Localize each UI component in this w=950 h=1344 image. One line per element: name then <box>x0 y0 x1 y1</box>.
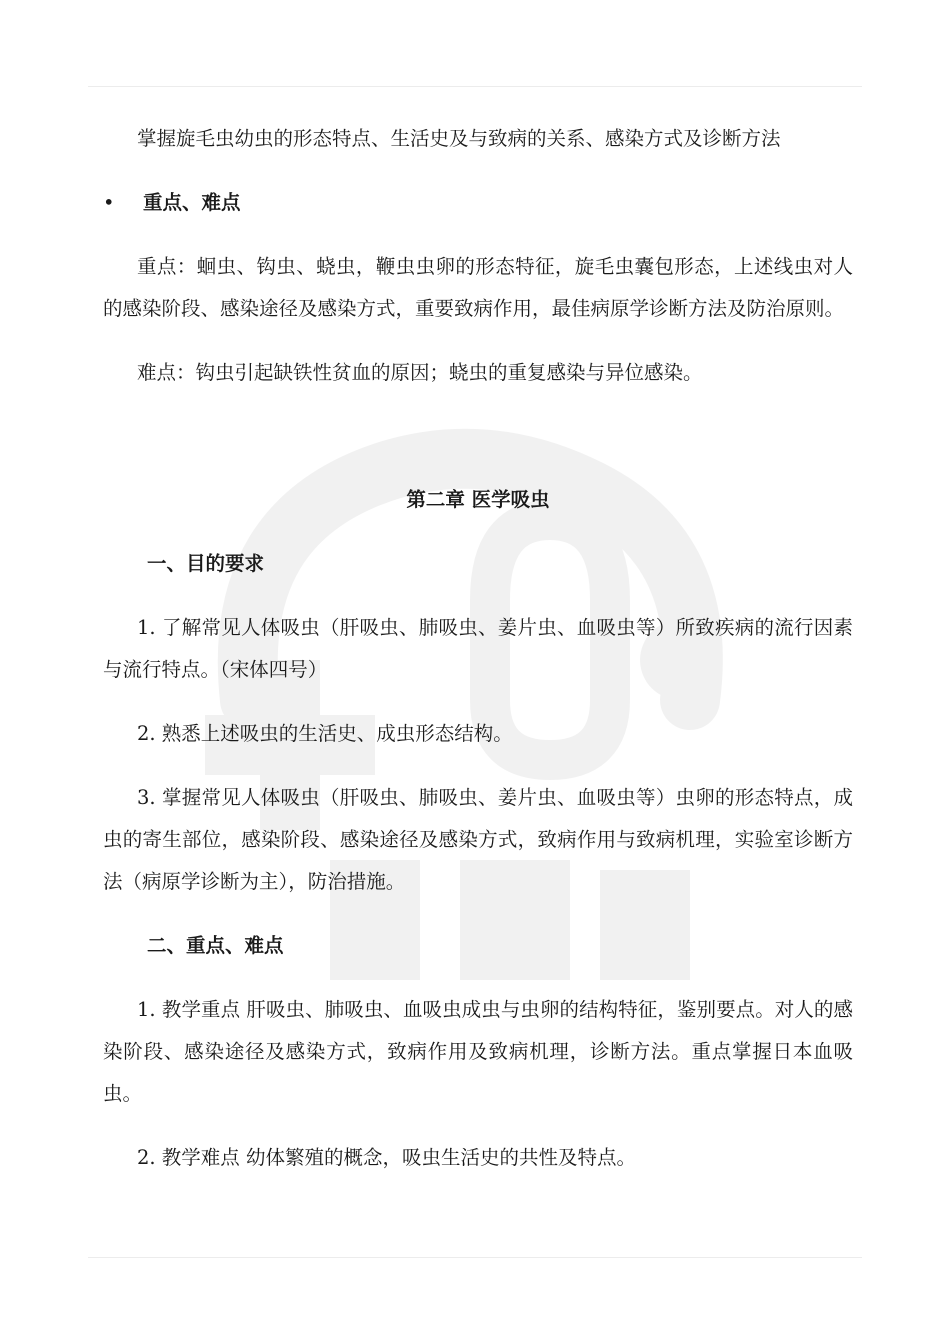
objective-item: 2. 熟悉上述吸虫的生活史、成虫形态结构。 <box>137 722 513 745</box>
chapter-title: 第二章 医学吸虫 <box>406 488 550 511</box>
teaching-point-item: 2. 教学难点 幼体繁殖的概念，吸虫生活史的共性及特点。 <box>137 1146 637 1169</box>
key-points-heading <box>103 182 853 224</box>
header-rule <box>88 86 862 87</box>
bullet-icon: • <box>103 191 115 214</box>
objective-item: 3. 掌握常见人体吸虫（肝吸虫、肺吸虫、姜片虫、血吸虫等）虫卵的形态特点，成虫的寄生部位，感染阶段、感染途径及感染方式，致病作用与致病机理，实验室诊断方法（病原学诊断为主），防治措施。 <box>103 786 853 893</box>
difficult-points-paragraph: 难点：钩虫引起缺铁性贫血的原因；蛲虫的重复感染与异位感染。 <box>137 361 703 384</box>
footer-rule <box>88 1257 862 1258</box>
section-heading-objectives: 一、目的要求 <box>147 552 265 575</box>
teaching-point-item: 1. 教学重点 肝吸虫、肺吸虫、血吸虫成虫与虫卵的结构特征，鉴别要点。对人的感染阶段、感染途径及感染方式，致病作用及致病机理，诊断方法。重点掌握日本血吸虫。 <box>103 998 853 1105</box>
document-body <box>103 118 853 1179</box>
objective-item: 1. 了解常见人体吸虫（肝吸虫、肺吸虫、姜片虫、血吸虫等）所致疾病的流行因素与流行特点。（宋体四号） <box>103 616 853 681</box>
section-heading-key-difficult: 二、重点、难点 <box>147 934 284 957</box>
key-points-heading-label: 重点、难点 <box>143 191 241 214</box>
key-points-paragraph: 重点：蛔虫、钩虫、蛲虫，鞭虫虫卵的形态特征，旋毛虫囊包形态，上述线虫对人的感染阶段、感染途径及感染方式，重要致病作用，最佳病原学诊断方法及防治原则。 <box>103 255 853 320</box>
intro-paragraph: 掌握旋毛虫幼虫的形态特点、生活史及与致病的关系、感染方式及诊断方法 <box>137 127 781 150</box>
